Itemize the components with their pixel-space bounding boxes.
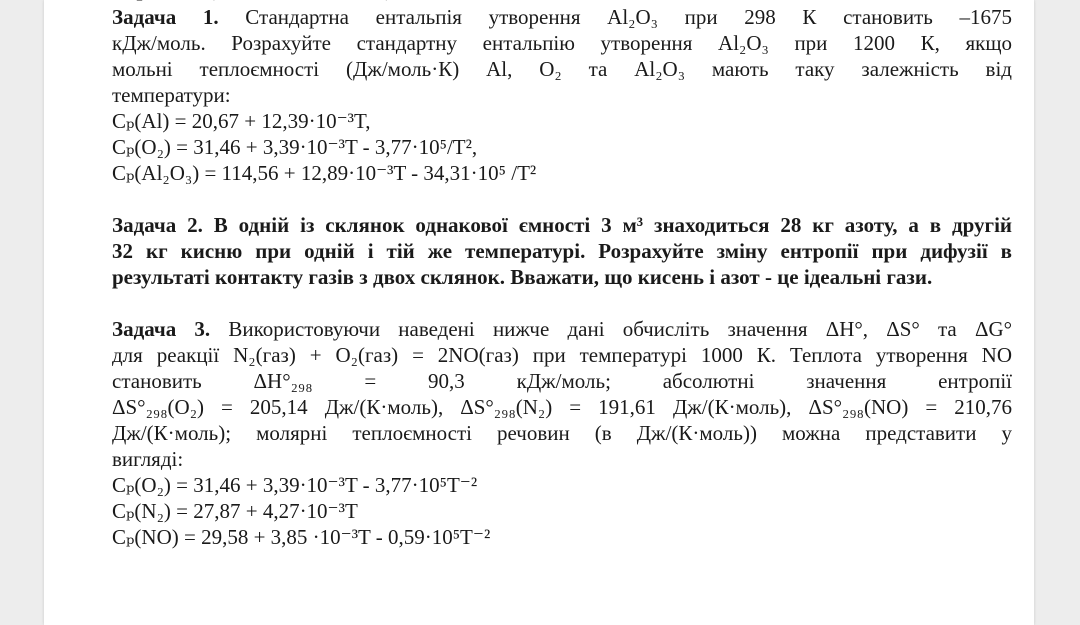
- task-2-line-2: 32 кг кисню при одній і тій же температурі. Розрахуйте зміну ентропії при дифузії в: [112, 239, 1012, 263]
- task-3-line-2: для реакції N₂(газ) + O₂(газ) = 2NO(газ) при температурі 1000 К. Теплота утворення NO: [112, 343, 1012, 367]
- task-3-line-3: становить ΔH°₂₉₈ = 90,3 кДж/моль; абсолютні значення ентропії: [112, 369, 1012, 393]
- task-1-line-4: температури:: [112, 83, 231, 107]
- task-3-formula-o2: Cₚ(O₂) = 31,46 + 3,39·10⁻³T - 3,77·10⁵T⁻²: [112, 473, 478, 497]
- task-1-formula-al2o3: Cₚ(Al₂O₃) = 114,56 + 12,89·10⁻³T - 34,31·10⁵ /T²: [112, 161, 537, 185]
- task-3-line-6: вигляді:: [112, 447, 184, 471]
- task-1-line-2: кДж/моль. Розрахуйте стандартну ентальпію утворення Al₂O₃ при 1200 К, якщо: [112, 31, 1012, 55]
- task-1-formula-o2: Cₚ(O₂) = 31,46 + 3,39·10⁻³T - 3,77·10⁵/T²,: [112, 135, 478, 159]
- task-3-line-4: ΔS°₂₉₈(O₂) = 205,14 Дж/(К·моль), ΔS°₂₉₈(N₂) = 191,61 Дж/(К·моль), ΔS°₂₉₈(NO) = 210,76: [112, 395, 1012, 419]
- task-3-formula-no: Cₚ(NO) = 29,58 + 3,85 ·10⁻³T - 0,59·10⁵T⁻²: [112, 525, 491, 549]
- task-1-line-3: мольні теплоємності (Дж/моль·К) Al, O₂ та Al₂O₃ мають таку залежність від: [112, 57, 1012, 81]
- task-1: [112, 4, 1012, 186]
- document-page: [44, 0, 1034, 625]
- document-content: [112, 0, 1012, 576]
- task-3-line-1: Задача 3. Використовуючи наведені нижче дані обчисліть значення ΔH°, ΔS° та ΔG°: [112, 317, 1013, 341]
- task-2-label: Задача 2.: [112, 213, 203, 237]
- task-3-label: Задача 3.: [112, 317, 211, 341]
- task-3-line-5: Дж/(К·моль); молярні теплоємності речовин (в Дж/(К·моль)) можна представити у: [112, 421, 1012, 445]
- task-3-formula-n2: Cₚ(N₂) = 27,87 + 4,27·10⁻³T: [112, 499, 358, 523]
- task-1-line-1: Задача 1. Стандартна ентальпія утворення Al₂O₃ при 298 К становить –1675: [112, 5, 1012, 29]
- task-1-formula-al: Cₚ(Al) = 20,67 + 12,39·10⁻³T,: [112, 109, 371, 133]
- task-2-line-1: Задача 2. В одній із склянок однакової ємності 3 м³ знаходиться 28 кг азоту, а в другій: [112, 213, 1013, 237]
- task-3: [112, 316, 1012, 550]
- task-2-line-3: результаті контакту газів з двох склянок. Вважати, що кисень і азот - це ідеальні гази.: [112, 265, 933, 289]
- task-2: [112, 212, 1012, 290]
- task-1-label: Задача 1.: [112, 5, 219, 29]
